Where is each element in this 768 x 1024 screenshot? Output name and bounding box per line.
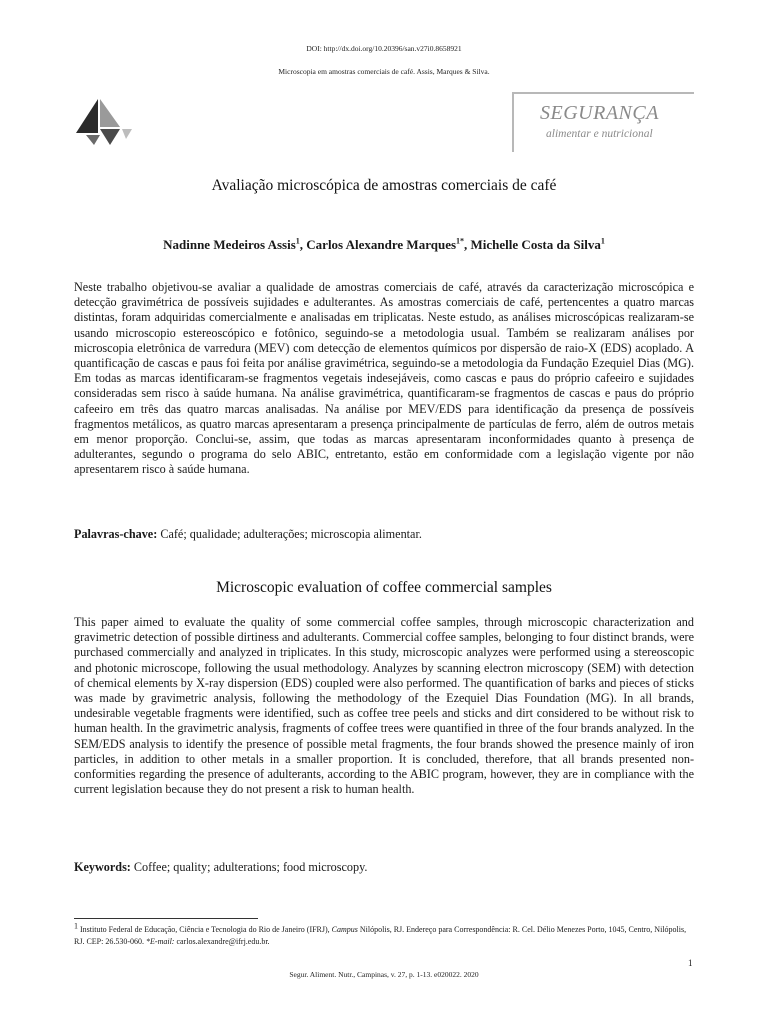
author-name: Michelle Costa da Silva [470,237,601,252]
keywords-label: Keywords: [74,860,131,874]
footnote [74,921,694,948]
footnote-email-label: *E-mail: [146,937,175,946]
author-affil: 1 [600,236,605,246]
author-name: Nadinne Medeiros Assis [163,237,296,252]
author-name: Carlos Alexandre Marques [306,237,457,252]
footnote-email[interactable]: carlos.alexandre@ifrj.edu.br. [176,937,270,946]
abstract-en: This paper aimed to evaluate the quality of some commercial coffee samples, through microscopic characterization and gravimetric detection of possible dirtiness and adulterants. Commercial coffee samples, belonging to four distinct brands, were purchased commercially and analyzed in triplicates. In this study, microscopic analyzes were performed using a stereoscopic and photonic microscope, following the usual methodology. Analyzes by scanning electron microscopy (SEM) with detection of chemical elements by X-ray dispersion (EDS) coupled were also performed. The quantification of barks and pieces of sticks was made by gravimetric analysis, following the methodology of the Ezequiel Dias Foundation (MG). In all brands, undesirable vegetable fragments were identified, such as coffee tree peels and sticks and dirt considered to be without risk to human health. In the gravimetric analysis, fragments of coffee trees were quantified in three of the four brands analyzed. In the SEM/EDS analysis to identify the presence of possible metal fragments, the four brands showed the presence mainly of iron particles, in addition to other metals in a smaller proportion. It is concluded, therefore, that all brands presented non-conformities regarding the presence of adulterants, according to the ABIC program, however, they are in compliance with the current legislation because they do not present a risk to human health. [74,615,694,797]
page-title-en: Microscopic evaluation of coffee commercial samples [216,579,552,596]
keywords-value: Coffee; quality; adulterations; food microscopy. [133,860,368,874]
keywords-value: Café; qualidade; adulterações; microscopia alimentar. [160,527,422,541]
journal-footer: Segur. Aliment. Nutr., Campinas, v. 27, p. 1-13. e020022. 2020 [289,970,479,979]
journal-triangle-logo [76,97,132,152]
page-title-pt: Avaliação microscópica de amostras comerciais de café [211,177,557,194]
author-list: Nadinne Medeiros Assis$^1$, Carlos Alexandre Marques$^{1*}$, Michelle Costa da Silva$^1$ [163,236,605,252]
footnote-rule [74,918,258,919]
page-number: 1 [688,958,693,968]
logo-title: SEGURANÇA [540,102,659,124]
footnote-marker: 1 [74,921,78,931]
keywords-en [74,860,367,875]
author-affil: 1 [295,236,300,246]
abstract-pt: Neste trabalho objetivou-se avaliar a qualidade de amostras comerciais de café, através da caracterização microscópica e detecção gravimétrica de possíveis sujidades e adulterantes. As amostras comerciais de café, pertencentes a quatro marcas distintas, foram adquiridas comercialmente e analisadas em triplicatas. Neste estudo, as análises microscópicas realizaram-se usando microscopio estereoscópico e fotônico, seguindo-se a metodologia usual. Também se realizaram análises por microscopia eletrônica de varredura (MEV) com detecção de elementos químicos por dispersão de raio-X (EDS) acoplado. A quantificação de cascas e paus foi feita por análise gravimétrica, seguindo-se a metodologia da Fundação Ezequiel Dias (MG). Em todas as marcas identificaram-se fragmentos vegetais indesejáveis, como cascas e paus do próprio cafeeiro e sujidades consideradas sem risco à saúde humana. Na análise gravimétrica, quantificaram-se fragmentos de cascas e paus do próprio cafeeiro em três das quatro marcas analisadas. Na análise por MEV/EDS para identificação da presença de possíveis fragmentos metálicos, as quatro marcas apresentaram a presença principalmente de partículas de ferro, além de outros metais em menor proporção. Conclui-se, assim, que todas as marcas apresentaram inconformidades quanto à presença de adulterantes, segundo o programa do selo ABIC, entretanto, estão em conformidade com a legislação vigente por não apresentarem risco à saúde humana. [74,280,694,477]
journal-name-logo [512,92,694,152]
author-affil: 1* [456,236,465,246]
keywords-label: Palavras-chave: [74,527,158,541]
footnote-text: Instituto Federal de Educação, Ciência e Tecnologia do Rio de Janeiro (IFRJ), [80,925,330,934]
keywords-pt [74,527,422,542]
running-title: Microscopia em amostras comerciais de café. Assis, Marques & Silva. [278,67,490,76]
logo-subtitle: alimentar e nutricional [546,128,653,140]
doi-line: DOI: http://dx.doi.org/10.20396/san.v27i0.8658921 [306,44,462,53]
footnote-address: Nilópolis, RJ. Endereço para Correspondência: R. Cel. Délio Menezes Porto, 1045, Centro, Nilópolis, RJ. CEP: 26.530-060. [74,925,687,946]
footnote-campus: Campus [331,925,358,934]
